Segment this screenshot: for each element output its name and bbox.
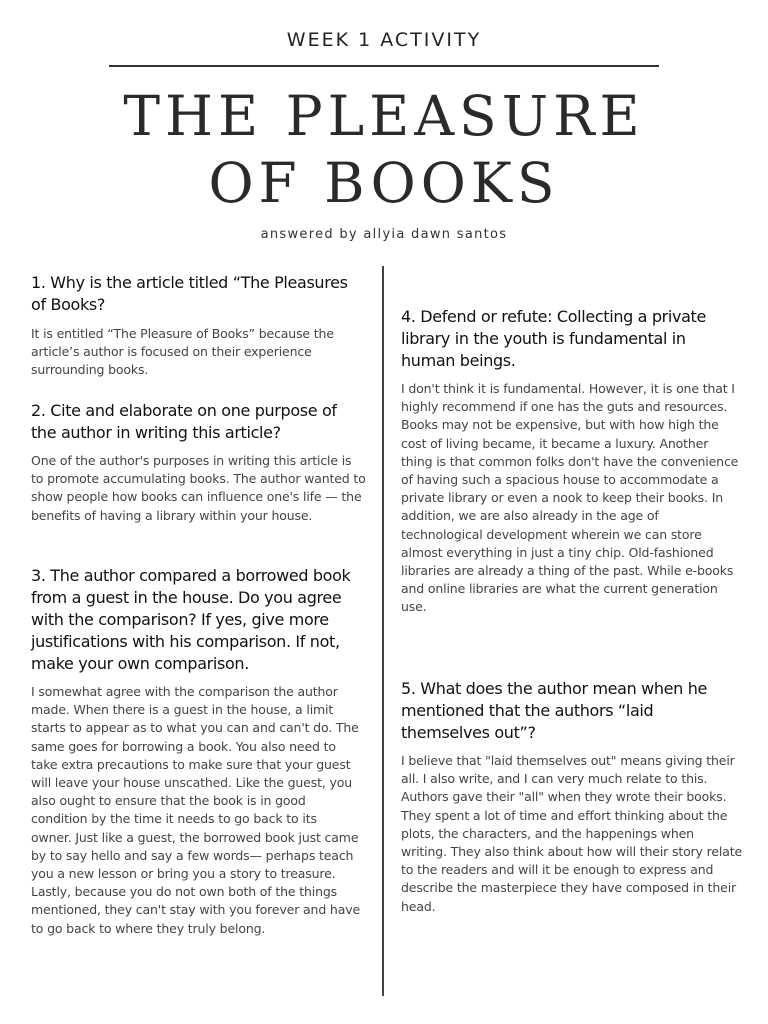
page-title-line-2: OF BOOKS [208, 151, 560, 215]
answer-2: One of the author's purposes in writing this article is to promote accumulating books. The author wanted to show people how books can influence one's life — the benefits of having a library within your house. [31, 453, 366, 523]
byline: answered by allyia dawn santos [260, 227, 508, 242]
answer-5: I believe that "laid themselves out" means giving their all. I also write, and I can very much relate to this. Authors gave their "all" when they wrote their books. They spent a lot of time and effort thinking about the plots, the characters, and the happenings when writing. They also think about how will their story relate to the readers and will it be enough to express and describe the masterpiece they have composed in their head. [401, 753, 743, 914]
page-title-line-1: THE PLEASURE [123, 84, 645, 148]
answer-4: I don't think it is fundamental. However, it is one that I highly recommend if one has the guts and resources. Books may not be expensive, but with how high the cost of living became, it became a luxury. Another thing is that common folks don't have the convenience of having such a spacious house to accommodate a private library or even a nook to keep their books. In addition, we are also already in the age of technological development wherein we can store almost everything in just a tiny chip. Old-fashioned libraries are already a thing of the past. While e-books and online libraries are what the current generation use. [401, 381, 739, 615]
question-3: 3. The author compared a borrowed book from a guest in the house. Do you agree with the comparison? If yes, give more justifications with his comparison. If not, make your own comparison. [31, 566, 351, 673]
column-divider [382, 266, 384, 996]
answer-3: I somewhat agree with the comparison the author made. When there is a guest in the house, a limit starts to appear as to what you can and can't do. The same goes for borrowing a book. You also need to take extra precautions to make sure that your guest will leave your house unscathed. Like the guest, you also ought to ensure that the book is in good condition by the time it needs to go back to its owner. Just like a guest, the borrowed book just came by to say hello and say a few words— perhaps teach you a new lesson or bring you a story to treasure. Lastly, because you do not own both of the things mentioned, they can't stay with you forever and have to go back to where they truly belong. [31, 684, 360, 936]
answer-1: It is entitled “The Pleasure of Books” because the article’s author is focused on their experience surrounding books. [31, 326, 334, 378]
header-rule [109, 65, 659, 67]
question-2: 2. Cite and elaborate on one purpose of the author in writing this article? [31, 401, 337, 442]
question-4: 4. Defend or refute: Collecting a private library in the youth is fundamental in human beings. [401, 307, 706, 370]
question-1: 1. Why is the article titled “The Pleasures of Books? [31, 273, 348, 314]
week-label: WEEK 1 ACTIVITY [286, 29, 482, 51]
question-5: 5. What does the author mean when he mentioned that the authors “laid themselves out”? [401, 679, 707, 742]
